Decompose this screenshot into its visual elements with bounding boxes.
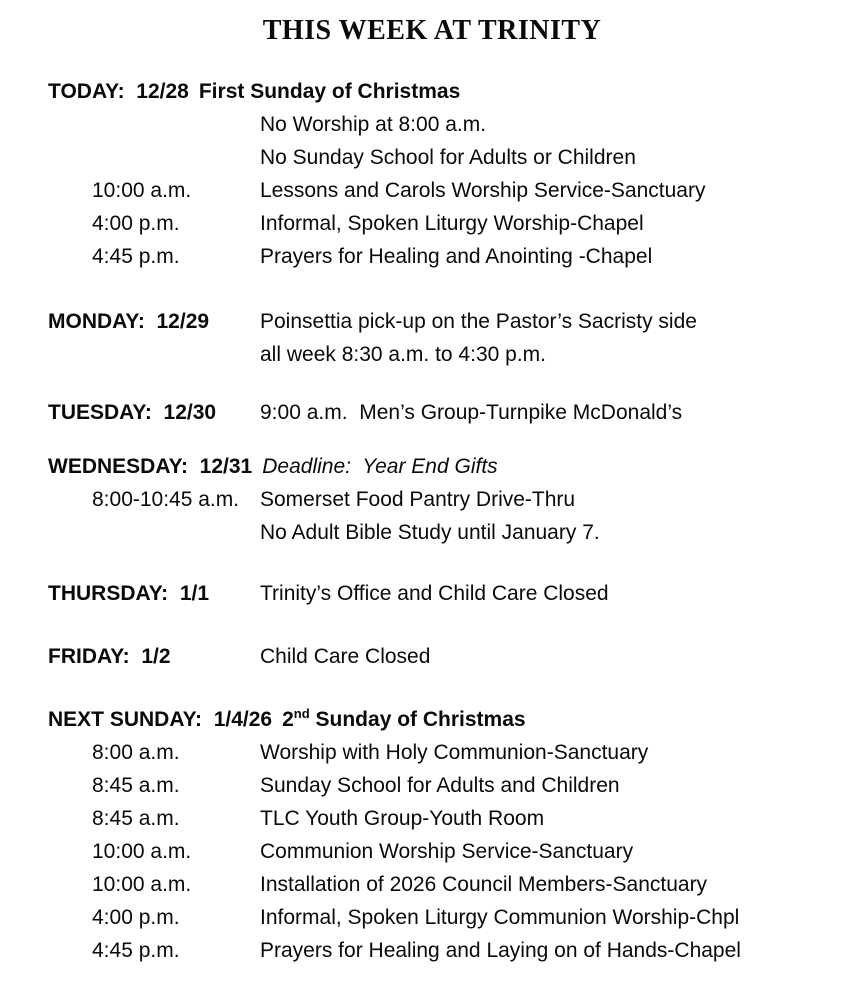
day-header-tuesday — [0, 396, 864, 429]
schedule-row — [0, 868, 864, 901]
section-monday — [0, 305, 864, 371]
event-time: 10:00 a.m. — [92, 840, 192, 863]
event-description: Prayers for Healing and Anointing -Chapel — [260, 245, 653, 268]
ordinal-suffix: nd — [293, 706, 310, 721]
day-header-thursday — [0, 577, 864, 610]
schedule-row — [0, 483, 864, 516]
day-note: Poinsettia pick-up on the Pastor’s Sacristy side — [260, 310, 697, 333]
schedule-row — [0, 934, 864, 967]
event-description: all week 8:30 a.m. to 4:30 p.m. — [260, 343, 546, 366]
schedule-row — [0, 901, 864, 934]
day-note: Trinity’s Office and Child Care Closed — [260, 582, 609, 605]
event-time: 4:45 p.m. — [92, 245, 180, 268]
schedule-row — [0, 141, 864, 174]
schedule-row — [0, 108, 864, 141]
event-time: 8:45 a.m. — [92, 774, 180, 797]
event-description: Informal, Spoken Liturgy Communion Worship-Chpl — [260, 906, 740, 929]
section-thursday — [0, 577, 864, 610]
event-description: No Worship at 8:00 a.m. — [260, 113, 487, 136]
event-description: Informal, Spoken Liturgy Worship-Chapel — [260, 212, 644, 235]
day-label: TODAY: 12/28 — [48, 80, 189, 103]
day-label: TUESDAY: 12/30 — [48, 401, 217, 424]
section-wednesday — [0, 450, 864, 549]
section-tuesday — [0, 396, 864, 429]
ordinal-number: 2 — [282, 708, 294, 731]
section-friday — [0, 640, 864, 673]
event-time: 4:00 p.m. — [92, 212, 180, 235]
page-title: THIS WEEK AT TRINITY — [262, 15, 602, 46]
day-header-monday — [0, 305, 864, 338]
schedule-row — [0, 736, 864, 769]
section-today — [0, 75, 864, 273]
day-label: NEXT SUNDAY: 1/4/26 — [48, 708, 273, 731]
schedule-row — [0, 338, 864, 371]
event-time — [92, 108, 260, 141]
schedule-row — [0, 835, 864, 868]
schedule-row — [0, 516, 864, 549]
event-description: Installation of 2026 Council Members-Sanctuary — [260, 873, 708, 896]
event-time: 10:00 a.m. — [92, 179, 192, 202]
event-description: Worship with Holy Communion-Sanctuary — [260, 741, 649, 764]
event-description: Lessons and Carols Worship Service-Sanctuary — [260, 179, 706, 202]
schedule-row — [0, 240, 864, 273]
event-description: Prayers for Healing and Laying on of Hands-Chapel — [260, 939, 741, 962]
event-time: 8:45 a.m. — [92, 807, 180, 830]
day-label: WEDNESDAY: 12/31 — [48, 455, 253, 478]
day-label: FRIDAY: 1/2 — [48, 645, 171, 668]
day-label: MONDAY: 12/29 — [48, 310, 210, 333]
schedule-row — [0, 769, 864, 802]
section-next-sunday — [0, 703, 864, 967]
day-header-friday — [0, 640, 864, 673]
event-time — [92, 141, 260, 174]
event-time: 10:00 a.m. — [92, 873, 192, 896]
day-note: Child Care Closed — [260, 645, 431, 668]
event-time: 8:00 a.m. — [92, 741, 180, 764]
event-time: 4:00 p.m. — [92, 906, 180, 929]
schedule-row — [0, 802, 864, 835]
event-time: 8:00-10:45 a.m. — [92, 488, 240, 511]
day-note: First Sunday of Christmas — [198, 80, 461, 103]
event-description: Somerset Food Pantry Drive-Thru — [260, 488, 576, 511]
schedule-row — [0, 174, 864, 207]
event-description: TLC Youth Group-Youth Room — [260, 807, 545, 830]
schedule-row — [0, 207, 864, 240]
event-time — [92, 516, 260, 549]
event-description: Communion Worship Service-Sanctuary — [260, 840, 634, 863]
day-note: Deadline: Year End Gifts — [262, 455, 498, 478]
day-header-next-sunday — [0, 703, 864, 736]
day-note-text: Sunday of Christmas — [309, 708, 526, 731]
day-label: THURSDAY: 1/1 — [48, 582, 210, 605]
day-header-wednesday — [0, 450, 864, 483]
day-header-today — [0, 75, 864, 108]
day-note: 9:00 a.m. Men’s Group-Turnpike McDonald’s — [260, 401, 683, 424]
event-description: No Sunday School for Adults or Children — [260, 146, 636, 169]
day-note — [282, 703, 525, 736]
event-time — [92, 338, 260, 371]
event-description: Sunday School for Adults and Children — [260, 774, 620, 797]
event-time: 4:45 p.m. — [92, 939, 180, 962]
event-description: No Adult Bible Study until January 7. — [260, 521, 600, 544]
